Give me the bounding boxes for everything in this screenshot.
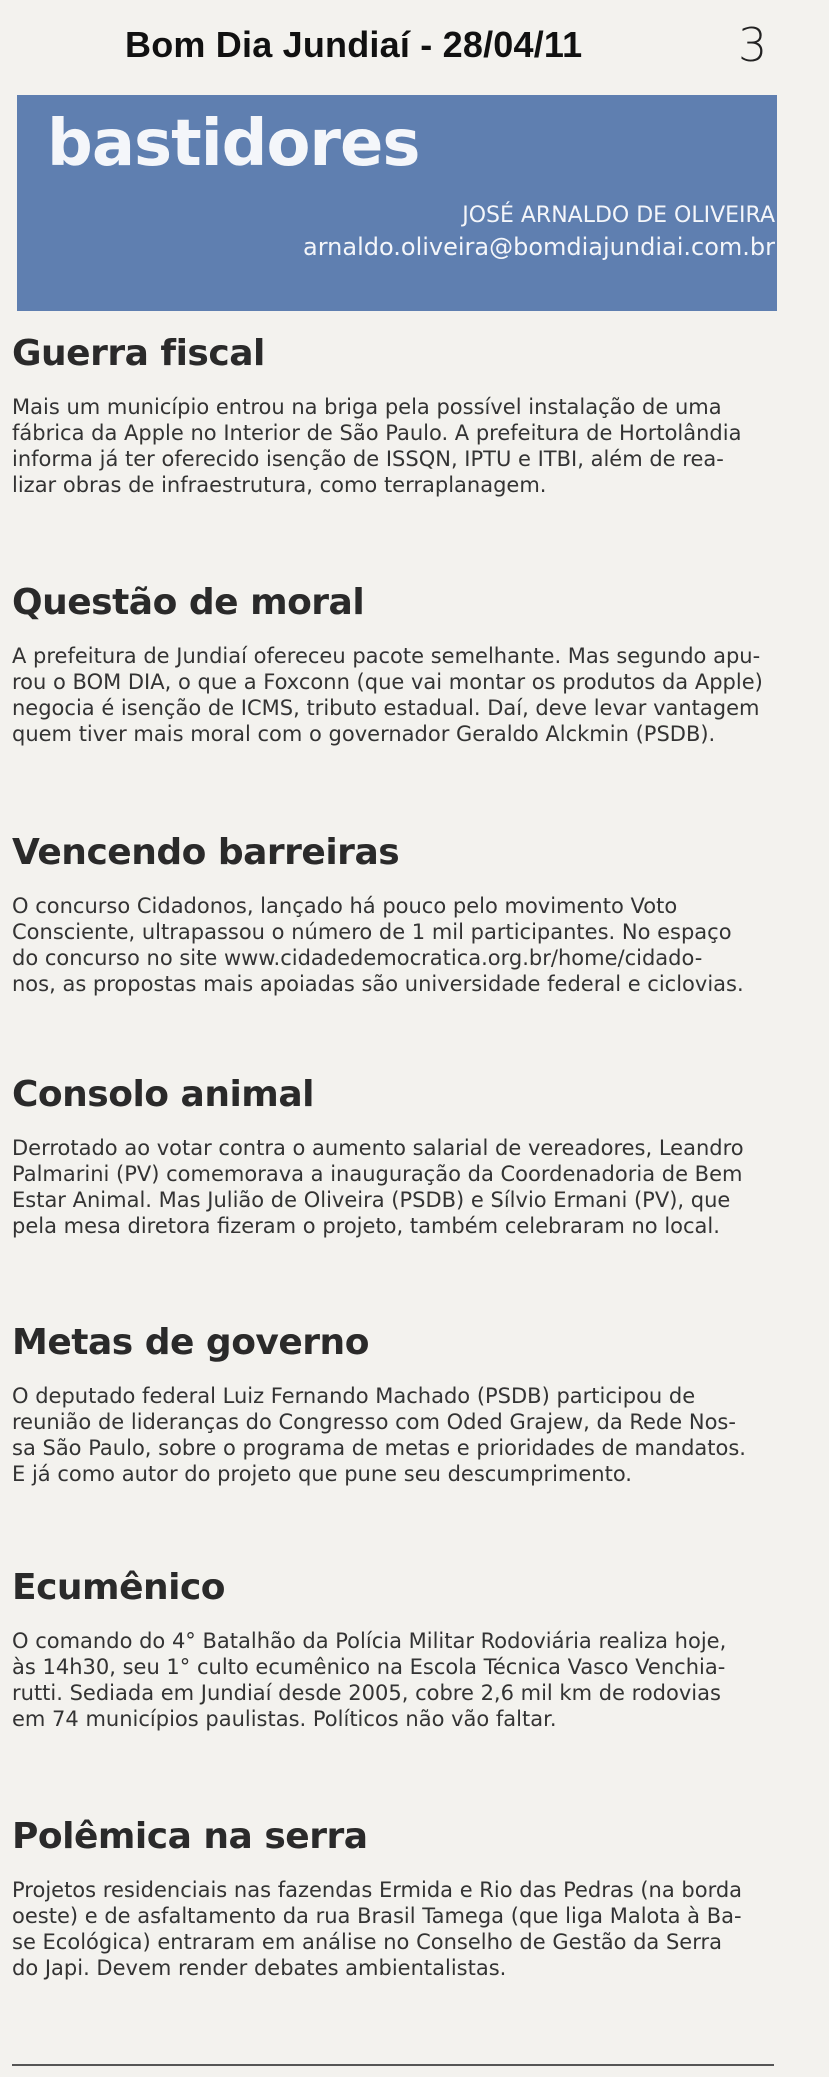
article-line: do concurso no site www.cidadedemocratica.org.br/home/cidado- [12,946,703,970]
article-line: O deputado federal Luiz Fernando Machado (PSDB) participou de [12,1384,696,1408]
article-guerra-fiscal [12,333,782,498]
article-line: lizar obras de infraestrutura, como terraplanagem. [12,473,547,497]
article-line: E já como autor do projeto que pune seu descumprimento. [12,1462,632,1486]
article-line: negocia é isenção de ICMS, tributo estadual. Daí, deve levar vantagem [12,696,760,720]
bottom-divider [12,2064,774,2066]
article-line: fábrica da Apple no Interior de São Paulo. A prefeitura de Hortolândia [12,421,742,445]
column-banner [17,95,777,311]
article-line: em 74 municípios paulistas. Políticos não vão faltar. [12,1707,557,1731]
article-line: Mais um município entrou na briga pela possível instalação de uma [12,395,722,419]
article-title: Guerra fiscal [12,333,265,374]
article-line: nos, as propostas mais apoiadas são universidade federal e ciclovias. [12,972,744,996]
article-line: rutti. Sediada em Jundiaí desde 2005, cobre 2,6 mil km de rodovias [12,1681,721,1705]
article-body [12,893,782,997]
article-line: pela mesa diretora fizeram o projeto, também celebraram no local. [12,1214,720,1238]
article-line: O concurso Cidadonos, lançado há pouco pelo movimento Voto [12,894,678,918]
article-body [12,1383,782,1487]
article-body [12,643,782,747]
author-name: JOSÉ ARNALDO DE OLIVEIRA [462,203,775,228]
article-questao-de-moral [12,582,782,747]
article-line: às 14h30, seu 1° culto ecumênico na Escola Técnica Vasco Venchia- [12,1655,726,1679]
article-line: reunião de lideranças do Congresso com Oded Grajew, da Rede Nos- [12,1410,736,1434]
article-line: A prefeitura de Jundiaí ofereceu pacote semelhante. Mas segundo apu- [12,644,761,668]
article-body [12,394,782,498]
article-title: Questão de moral [12,582,365,623]
article-title: Vencendo barreiras [12,832,400,873]
column-title: bastidores [47,107,420,181]
article-vencendo-barreiras [12,832,782,997]
article-line: rou o BOM DIA, o que a Foxconn (que vai montar os produtos da Apple) [12,670,763,694]
article-line: Projetos residenciais nas fazendas Ermida e Rio das Pedras (na borda [12,1878,743,1902]
article-body [12,1628,782,1732]
article-polemica-na-serra [12,1816,782,1981]
article-line: O comando do 4° Batalhão da Polícia Militar Rodoviária realiza hoje, [12,1629,727,1653]
article-title: Metas de governo [12,1322,369,1363]
article-body [12,1135,782,1239]
article-metas-de-governo [12,1322,782,1487]
article-line: Consciente, ultrapassou o número de 1 mil participantes. No espaço [12,920,732,944]
article-ecumenico [12,1567,782,1732]
article-line: quem tiver mais moral com o governador Geraldo Alckmin (PSDB). [12,722,716,746]
article-line: do Japi. Devem render debates ambientalistas. [12,1956,507,1980]
article-line: se Ecológica) entraram em análise no Conselho de Gestão da Serra [12,1930,722,1954]
author-email: arnaldo.oliveira@bomdiajundiai.com.br [303,233,775,261]
article-title: Consolo animal [12,1074,314,1115]
article-line: oeste) e de asfaltamento da rua Brasil Tamega (que liga Malota à Ba- [12,1904,742,1928]
article-line: Palmarini (PV) comemorava a inauguração da Coordenadoria de Bem [12,1162,743,1186]
article-title: Polêmica na serra [12,1816,368,1857]
article-title: Ecumênico [12,1567,226,1608]
page-number: 3 [738,18,768,72]
page-header [0,0,829,86]
newspaper-title: Bom Dia Jundiaí - 28/04/11 [125,24,583,65]
article-line: Estar Animal. Mas Julião de Oliveira (PSDB) e Sílvio Ermani (PV), que [12,1188,731,1212]
article-line: sa São Paulo, sobre o programa de metas e prioridades de mandatos. [12,1436,746,1460]
article-line: Derrotado ao votar contra o aumento salarial de vereadores, Leandro [12,1136,744,1160]
article-consolo-animal [12,1074,782,1239]
article-body [12,1877,782,1981]
article-line: informa já ter oferecido isenção de ISSQN, IPTU e ITBI, além de rea- [12,447,724,471]
